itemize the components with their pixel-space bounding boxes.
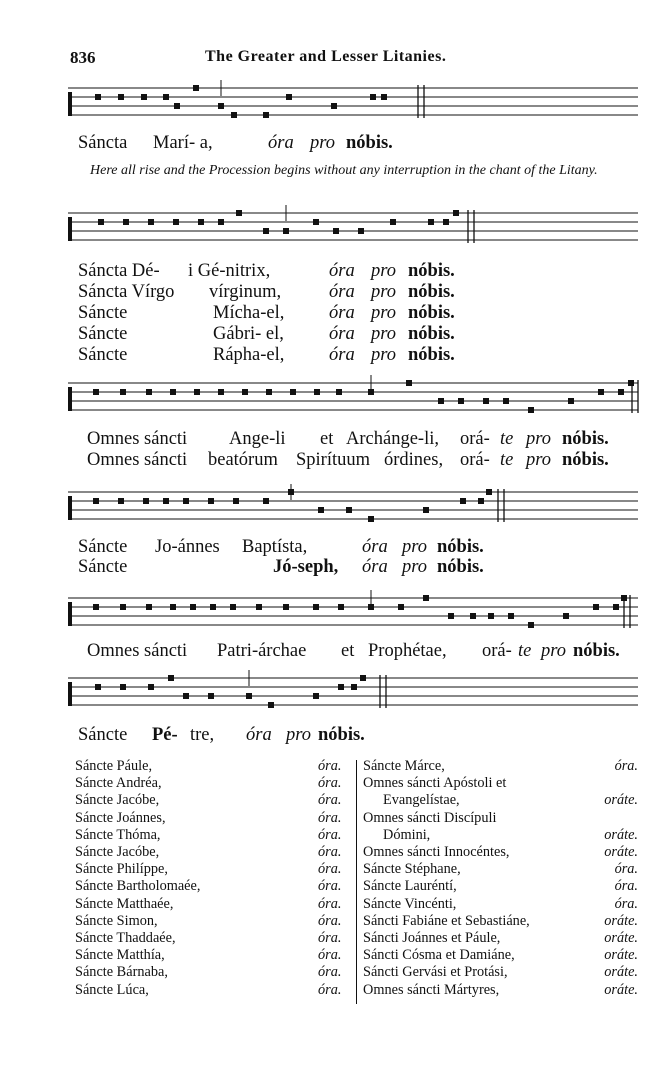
neume-note	[428, 219, 434, 225]
verse-word: pro	[371, 303, 397, 323]
saint-name-left: Sáncte Jacóbe,	[75, 792, 160, 809]
neume-note	[358, 228, 364, 234]
saint-response-left: óra.	[318, 930, 342, 946]
neume-note	[443, 219, 449, 225]
neume-note	[148, 684, 154, 690]
neume-note	[170, 604, 176, 610]
saint-name-right: Omnes sáncti Mártyres,	[363, 981, 500, 998]
neume-note	[368, 516, 374, 522]
verse-word: Archánge-li,	[346, 429, 439, 449]
neume-note	[268, 702, 274, 708]
verse-word: pro	[402, 557, 428, 577]
saint-response-left: óra.	[318, 981, 342, 998]
neume-note	[120, 389, 126, 395]
verse-word: et	[320, 429, 334, 449]
saint-response-left: óra.	[318, 964, 342, 981]
neume-note	[478, 498, 484, 504]
saint-response-left: óra.	[318, 792, 342, 809]
neume-note	[458, 398, 464, 404]
neume-note	[336, 389, 342, 395]
neume-note	[198, 219, 204, 225]
saint-name-left: Sáncte Andréa,	[75, 775, 162, 792]
neume-note	[448, 613, 454, 619]
neume-note	[168, 675, 174, 681]
neume-note	[163, 498, 169, 504]
running-title: The Greater and Lesser Litanies.	[205, 48, 447, 65]
saint-name-left: Sáncte Páule,	[75, 758, 153, 774]
saint-response-right: oráte.	[604, 981, 638, 998]
neume-note	[283, 604, 289, 610]
verse-word: pro	[371, 261, 397, 281]
neume-note	[183, 498, 189, 504]
verse-word: Omnes sáncti	[87, 450, 188, 470]
neume-note	[528, 407, 534, 413]
saint-response-right: óra.	[614, 895, 638, 912]
saint-response-right: oráte.	[604, 912, 638, 929]
neume-note	[318, 507, 324, 513]
neume-note	[143, 498, 149, 504]
verse-word: Marí- a,	[153, 133, 213, 153]
neume-note	[313, 219, 319, 225]
neume-note	[246, 693, 252, 699]
verse-word: nóbis.	[408, 282, 455, 302]
neume-note	[123, 219, 129, 225]
neume-note	[423, 595, 429, 601]
saint-response-left: óra.	[318, 826, 342, 843]
saint-response-left: óra.	[318, 809, 342, 826]
verse-word: pro	[371, 282, 397, 302]
verse-word: beatórum	[208, 450, 278, 470]
neume-note	[360, 675, 366, 681]
neume-note	[242, 389, 248, 395]
saint-name-right: Sáncte Lauréntí,	[363, 878, 457, 895]
clef-icon	[68, 682, 72, 706]
saint-name-right: Sáncte Stéphane,	[363, 861, 461, 878]
neume-note	[338, 684, 344, 690]
clef-icon	[68, 217, 72, 241]
verse-word: Ange-li	[229, 429, 286, 449]
neume-note	[331, 103, 337, 109]
saint-name-right: Omnes sáncti Apóstoli et	[363, 775, 507, 792]
saint-response-left: óra.	[318, 775, 342, 792]
neume-note	[266, 389, 272, 395]
verse-word: te	[500, 450, 514, 470]
rubric-procession: Here all rise and the Procession begins without any interruption in the chant of the Litany.	[90, 163, 598, 178]
saint-name-right: Evangelístae,	[383, 792, 460, 809]
verse-word: óra	[329, 303, 355, 323]
saint-response-left: óra.	[318, 844, 342, 860]
neume-note	[313, 693, 319, 699]
chant-staff-4	[68, 484, 638, 529]
neume-note	[190, 604, 196, 610]
neume-note	[218, 389, 224, 395]
neume-note	[453, 210, 459, 216]
neume-note	[231, 112, 237, 118]
neume-note	[98, 219, 104, 225]
saint-response-left: óra.	[318, 912, 342, 929]
saint-name-right: Sáncte Márce,	[363, 758, 445, 774]
neume-note	[390, 219, 396, 225]
neume-note	[263, 112, 269, 118]
verse-word: Sáncta	[78, 133, 128, 153]
saint-name-left: Sáncte Philíppe,	[75, 861, 168, 878]
verse-word: óra	[329, 282, 355, 302]
verse-word: óra	[268, 133, 294, 153]
verse-word: Rápha-el,	[213, 345, 285, 365]
verse-word: Gábri- el,	[213, 324, 284, 344]
neume-note	[263, 498, 269, 504]
saint-response-right: óra.	[614, 861, 638, 878]
neume-note	[406, 380, 412, 386]
neume-note	[183, 693, 189, 699]
verse-word: et	[341, 641, 355, 661]
verse-word: Spirítuum	[296, 450, 371, 470]
neume-note	[256, 604, 262, 610]
verse-word: pro	[526, 450, 552, 470]
neume-note	[460, 498, 466, 504]
neume-note	[93, 604, 99, 610]
neume-note	[233, 498, 239, 504]
neume-note	[313, 604, 319, 610]
neume-note	[423, 507, 429, 513]
neume-note	[120, 684, 126, 690]
neume-note	[93, 389, 99, 395]
verse-word: Patri-árchae	[217, 641, 307, 661]
neume-note	[286, 94, 292, 100]
chant-staff-3	[68, 375, 638, 420]
saint-name-left: Sáncte Thóma,	[75, 826, 161, 843]
neume-note	[163, 94, 169, 100]
neume-note	[118, 498, 124, 504]
saint-name-left: Sáncte Lúca,	[75, 981, 149, 998]
neume-note	[483, 398, 489, 404]
saint-response-right: oráte.	[604, 826, 638, 843]
verse-word: pro	[526, 429, 552, 449]
saint-name-right: Sáncti Cósma et Damiáne,	[363, 947, 515, 964]
saint-name-left: Sáncte Bartholomaée,	[75, 878, 201, 895]
verse-word: Prophétae,	[368, 641, 447, 661]
verse-word: pro	[371, 324, 397, 344]
saint-name-right: Sáncti Fabiáne et Sebastiáne,	[363, 912, 530, 929]
saint-response-right: oráte.	[604, 792, 638, 809]
verse-word: Mícha-el,	[213, 303, 285, 323]
verse-word: tre,	[190, 725, 215, 745]
neume-note	[486, 489, 492, 495]
saint-response-right: óra.	[614, 758, 638, 774]
neume-note	[398, 604, 404, 610]
saint-name-left: Sáncte Jacóbe,	[75, 844, 160, 860]
saint-response-right: oráte.	[604, 947, 638, 964]
clef-icon	[68, 92, 72, 116]
neume-note	[208, 498, 214, 504]
verse-word: óra	[246, 725, 272, 745]
verse-word: nóbis.	[408, 303, 455, 323]
verse-word: Sáncte	[78, 537, 128, 557]
neume-note	[613, 604, 619, 610]
saint-name-right: Sáncti Gervási et Protási,	[363, 964, 508, 981]
verse-word: nóbis.	[437, 537, 484, 557]
chant-staff-5	[68, 590, 638, 635]
verse-word: órdines,	[384, 450, 444, 470]
verse-word: Sáncte	[78, 557, 128, 577]
neume-note	[95, 94, 101, 100]
verse-word: nóbis.	[562, 450, 609, 470]
neume-note	[218, 103, 224, 109]
verse-word: nóbis.	[346, 133, 393, 153]
verse-word: pro	[402, 537, 428, 557]
neume-note	[381, 94, 387, 100]
saint-name-left: Sáncte Joánnes,	[75, 809, 166, 826]
saint-response-left: óra.	[318, 895, 342, 912]
page-number: 836	[70, 48, 96, 67]
neume-note	[236, 210, 242, 216]
neume-note	[210, 604, 216, 610]
neume-note	[568, 398, 574, 404]
neume-note	[593, 604, 599, 610]
neume-note	[218, 219, 224, 225]
neume-note	[528, 622, 534, 628]
neume-note	[208, 693, 214, 699]
saint-name-right: Sáncte Vincénti,	[363, 895, 457, 912]
saint-response-left: óra.	[318, 758, 342, 774]
neume-note	[338, 604, 344, 610]
neume-note	[508, 613, 514, 619]
verse-word: Jo-ánnes	[155, 537, 220, 557]
clef-icon	[68, 602, 72, 626]
verse-word: nóbis.	[573, 641, 620, 661]
verse-word: pro	[310, 133, 336, 153]
saint-response-left: óra.	[318, 861, 342, 878]
verse-word: nóbis.	[318, 725, 365, 745]
verse-word: Sáncte	[78, 303, 128, 323]
verse-word: óra	[329, 324, 355, 344]
neume-note	[170, 389, 176, 395]
neume-note	[333, 228, 339, 234]
neume-note	[194, 389, 200, 395]
verse-word: nóbis.	[437, 557, 484, 577]
verse-word: óra	[329, 345, 355, 365]
verse-word: te	[518, 641, 532, 661]
verse-word: nóbis.	[408, 261, 455, 281]
saint-name-right: Omnes sáncti Innocéntes,	[363, 844, 510, 860]
saint-name-right: Dómini,	[383, 826, 431, 843]
verse-word: nóbis.	[408, 345, 455, 365]
neume-note	[263, 228, 269, 234]
verse-word: vírginum,	[209, 282, 282, 302]
verse-word: Sáncte	[78, 345, 128, 365]
verse-word: Omnes sáncti	[87, 429, 188, 449]
saint-name-left: Sáncte Bárnaba,	[75, 964, 168, 981]
neume-note	[563, 613, 569, 619]
neume-note	[370, 94, 376, 100]
neume-note	[438, 398, 444, 404]
neume-note	[628, 380, 634, 386]
chant-staff-6	[68, 670, 638, 715]
column-divider	[356, 760, 357, 1004]
verse-word: Pé-	[152, 725, 178, 745]
verse-word: óra	[362, 557, 388, 577]
neume-note	[470, 613, 476, 619]
verse-word: i Gé-nitrix,	[188, 261, 271, 281]
neume-note	[141, 94, 147, 100]
neume-note	[290, 389, 296, 395]
verse-word: nóbis.	[562, 429, 609, 449]
verse-word: orá-	[460, 429, 490, 449]
chant-staff-1	[68, 80, 638, 125]
neume-note	[146, 389, 152, 395]
neume-note	[230, 604, 236, 610]
verse-word: pro	[541, 641, 567, 661]
verse-word: nóbis.	[408, 324, 455, 344]
clef-icon	[68, 496, 72, 520]
neume-note	[351, 684, 357, 690]
saint-name-left: Sáncte Thaddaée,	[75, 930, 176, 946]
neume-note	[598, 389, 604, 395]
neume-note	[503, 398, 509, 404]
verse-word: te	[500, 429, 514, 449]
verse-word: Baptísta,	[242, 537, 308, 557]
neume-note	[148, 219, 154, 225]
neume-note	[346, 507, 352, 513]
chant-staff-2	[68, 205, 638, 250]
verse-word: Sáncte	[78, 725, 128, 745]
saint-response-right: óra.	[614, 878, 638, 895]
verse-word: Sáncta Vírgo	[78, 282, 175, 302]
verse-word: orá-	[460, 450, 490, 470]
saint-response-left: óra.	[318, 947, 342, 964]
verse-word: orá-	[482, 641, 512, 661]
saint-name-left: Sáncte Matthía,	[75, 947, 165, 964]
neume-note	[174, 103, 180, 109]
neume-note	[283, 228, 289, 234]
neume-note	[618, 389, 624, 395]
neume-note	[314, 389, 320, 395]
saint-response-right: oráte.	[604, 964, 638, 981]
neume-note	[95, 684, 101, 690]
verse-word: Jó-seph,	[273, 557, 339, 577]
saint-name-right: Sáncti Joánnes et Páule,	[363, 930, 501, 946]
neume-note	[93, 498, 99, 504]
saint-name-right: Omnes sáncti Discípuli	[363, 809, 497, 826]
neume-note	[193, 85, 199, 91]
saint-response-right: oráte.	[604, 844, 638, 860]
verse-word: Sáncta Dé-	[78, 261, 160, 281]
saint-response-left: óra.	[318, 878, 342, 895]
neume-note	[118, 94, 124, 100]
verse-word: Omnes sáncti	[87, 641, 188, 661]
clef-icon	[68, 387, 72, 411]
saint-name-left: Sáncte Simon,	[75, 912, 158, 929]
saint-name-left: Sáncte Matthaée,	[75, 895, 174, 912]
neume-note	[146, 604, 152, 610]
verse-word: pro	[286, 725, 312, 745]
neume-note	[488, 613, 494, 619]
verse-word: pro	[371, 345, 397, 365]
verse-word: Sáncte	[78, 324, 128, 344]
neume-note	[120, 604, 126, 610]
saint-response-right: oráte.	[604, 930, 638, 946]
verse-word: óra	[362, 537, 388, 557]
verse-word: óra	[329, 261, 355, 281]
neume-note	[173, 219, 179, 225]
